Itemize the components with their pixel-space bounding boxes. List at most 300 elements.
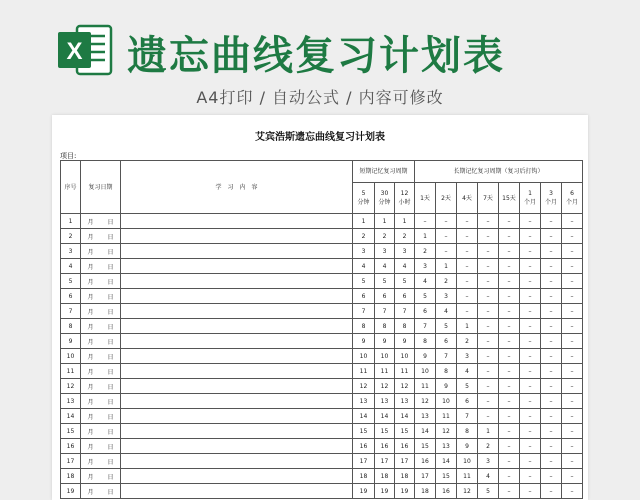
long-term-cell[interactable]: 4: [478, 469, 499, 484]
long-term-cell[interactable]: –: [520, 229, 541, 244]
day-label: 日: [107, 488, 114, 496]
study-content-cell[interactable]: [121, 244, 353, 259]
long-term-cell[interactable]: –: [499, 364, 520, 379]
long-term-cell[interactable]: –: [562, 244, 583, 259]
long-term-cell[interactable]: –: [478, 364, 499, 379]
header-long-interval: 1 个月: [520, 183, 541, 214]
long-term-cell[interactable]: –: [499, 229, 520, 244]
day-label: 日: [107, 443, 114, 451]
short-term-cell: 11: [395, 364, 415, 379]
long-term-cell[interactable]: –: [541, 484, 562, 499]
long-term-cell[interactable]: –: [541, 469, 562, 484]
study-content-cell[interactable]: [121, 454, 353, 469]
long-term-cell[interactable]: 16: [436, 484, 457, 499]
row-number: 9: [61, 334, 81, 349]
long-term-cell[interactable]: –: [478, 334, 499, 349]
review-date-cell[interactable]: [81, 439, 121, 454]
long-term-cell[interactable]: –: [562, 409, 583, 424]
day-label: 日: [107, 308, 114, 316]
long-term-cell[interactable]: 1: [436, 259, 457, 274]
long-term-cell[interactable]: –: [541, 349, 562, 364]
long-term-cell[interactable]: –: [562, 379, 583, 394]
short-term-cell: 14: [395, 409, 415, 424]
table-row: [61, 349, 583, 364]
long-term-cell[interactable]: 5: [436, 319, 457, 334]
study-content-cell[interactable]: [121, 469, 353, 484]
long-term-cell[interactable]: –: [520, 424, 541, 439]
review-date-cell[interactable]: [81, 214, 121, 229]
short-term-cell: 4: [375, 259, 395, 274]
day-label: 日: [107, 218, 114, 226]
long-term-cell[interactable]: –: [541, 289, 562, 304]
study-content-cell[interactable]: [121, 214, 353, 229]
short-term-cell: 12: [353, 379, 375, 394]
short-term-cell: 14: [375, 409, 395, 424]
page-subtitle: A4打印 / 自动公式 / 内容可修改: [196, 88, 444, 107]
long-term-cell[interactable]: 6: [457, 394, 478, 409]
long-term-cell[interactable]: –: [457, 244, 478, 259]
long-term-cell[interactable]: 11: [457, 469, 478, 484]
long-term-cell[interactable]: 1: [415, 229, 436, 244]
long-term-cell[interactable]: 6: [415, 304, 436, 319]
long-term-cell[interactable]: –: [562, 259, 583, 274]
review-date-cell[interactable]: [81, 424, 121, 439]
row-number: 5: [61, 274, 81, 289]
review-date-cell[interactable]: [81, 394, 121, 409]
short-term-cell: 15: [353, 424, 375, 439]
month-label: 月: [87, 308, 94, 316]
long-term-cell[interactable]: –: [478, 409, 499, 424]
month-label: 月: [87, 398, 94, 406]
short-term-cell: 10: [395, 349, 415, 364]
short-term-cell: 6: [375, 289, 395, 304]
long-term-cell[interactable]: –: [499, 439, 520, 454]
long-term-cell[interactable]: –: [520, 214, 541, 229]
review-date-cell[interactable]: [81, 334, 121, 349]
short-term-cell: 6: [395, 289, 415, 304]
short-term-cell: 9: [375, 334, 395, 349]
row-number: 1: [61, 214, 81, 229]
long-term-cell[interactable]: –: [478, 274, 499, 289]
row-number: 10: [61, 349, 81, 364]
row-number: 15: [61, 424, 81, 439]
study-content-cell[interactable]: [121, 229, 353, 244]
long-term-cell[interactable]: –: [436, 214, 457, 229]
study-content-cell[interactable]: [121, 424, 353, 439]
long-term-cell[interactable]: 16: [415, 454, 436, 469]
short-term-cell: 17: [353, 454, 375, 469]
long-term-cell[interactable]: 2: [457, 334, 478, 349]
long-term-cell[interactable]: –: [520, 319, 541, 334]
long-term-cell[interactable]: 9: [457, 439, 478, 454]
long-term-cell[interactable]: –: [520, 334, 541, 349]
long-term-cell[interactable]: –: [478, 259, 499, 274]
long-term-cell[interactable]: –: [562, 394, 583, 409]
long-term-cell[interactable]: 14: [415, 424, 436, 439]
long-term-cell[interactable]: –: [499, 274, 520, 289]
long-term-cell[interactable]: –: [499, 394, 520, 409]
review-date-cell[interactable]: [81, 469, 121, 484]
long-term-cell[interactable]: –: [520, 304, 541, 319]
long-term-cell[interactable]: –: [562, 319, 583, 334]
long-term-cell[interactable]: 7: [436, 349, 457, 364]
header-content: 学 习 内 容: [121, 161, 353, 214]
long-term-cell[interactable]: 5: [457, 379, 478, 394]
month-label: 月: [87, 368, 94, 376]
long-term-cell[interactable]: 11: [436, 409, 457, 424]
long-term-cell[interactable]: –: [478, 289, 499, 304]
long-term-cell[interactable]: –: [541, 364, 562, 379]
review-date-cell[interactable]: [81, 274, 121, 289]
day-label: 日: [107, 248, 114, 256]
long-term-cell[interactable]: –: [562, 424, 583, 439]
long-term-cell[interactable]: –: [541, 409, 562, 424]
long-term-cell[interactable]: –: [478, 304, 499, 319]
long-term-cell[interactable]: –: [457, 259, 478, 274]
day-label: 日: [107, 338, 114, 346]
long-term-cell[interactable]: 5: [415, 289, 436, 304]
long-term-cell[interactable]: –: [541, 319, 562, 334]
long-term-cell[interactable]: –: [562, 349, 583, 364]
table-row: [61, 214, 583, 229]
long-term-cell[interactable]: –: [520, 244, 541, 259]
long-term-cell[interactable]: –: [499, 304, 520, 319]
long-term-cell[interactable]: –: [499, 289, 520, 304]
month-label: 月: [87, 338, 94, 346]
long-term-cell[interactable]: –: [562, 289, 583, 304]
table-row: [61, 229, 583, 244]
day-label: 日: [107, 278, 114, 286]
project-label: 项目:: [60, 152, 77, 160]
long-term-cell[interactable]: –: [541, 439, 562, 454]
review-date-cell[interactable]: [81, 454, 121, 469]
study-content-cell[interactable]: [121, 274, 353, 289]
study-content-cell[interactable]: [121, 334, 353, 349]
short-term-cell: 3: [395, 244, 415, 259]
long-term-cell[interactable]: –: [478, 244, 499, 259]
long-term-cell[interactable]: –: [499, 259, 520, 274]
long-term-cell[interactable]: –: [520, 289, 541, 304]
review-date-cell[interactable]: [81, 319, 121, 334]
day-label: 日: [107, 398, 114, 406]
review-date-cell[interactable]: [81, 244, 121, 259]
long-term-cell[interactable]: 2: [436, 274, 457, 289]
table-row: [61, 379, 583, 394]
header-long-interval: 2天: [436, 183, 457, 214]
long-term-cell[interactable]: –: [562, 229, 583, 244]
long-term-cell[interactable]: –: [520, 349, 541, 364]
long-term-cell[interactable]: –: [562, 274, 583, 289]
long-term-cell[interactable]: –: [541, 214, 562, 229]
short-term-cell: 1: [375, 214, 395, 229]
review-schedule-table: [60, 160, 583, 499]
short-term-cell: 1: [395, 214, 415, 229]
long-term-cell[interactable]: 13: [415, 409, 436, 424]
long-term-cell[interactable]: 14: [436, 454, 457, 469]
sheet-title: 艾宾浩斯遗忘曲线复习计划表: [255, 132, 385, 143]
long-term-cell[interactable]: –: [478, 349, 499, 364]
row-number: 16: [61, 439, 81, 454]
day-label: 日: [107, 263, 114, 271]
review-date-cell[interactable]: [81, 289, 121, 304]
long-term-cell[interactable]: 1: [457, 319, 478, 334]
long-term-cell[interactable]: –: [436, 244, 457, 259]
long-term-cell[interactable]: –: [541, 454, 562, 469]
long-term-cell[interactable]: –: [478, 319, 499, 334]
long-term-cell[interactable]: 10: [457, 454, 478, 469]
short-term-cell: 4: [353, 259, 375, 274]
long-term-cell[interactable]: –: [520, 364, 541, 379]
month-label: 月: [87, 473, 94, 481]
month-label: 月: [87, 263, 94, 271]
long-term-cell[interactable]: –: [457, 289, 478, 304]
long-term-cell[interactable]: –: [541, 394, 562, 409]
long-term-cell[interactable]: –: [520, 394, 541, 409]
long-term-cell[interactable]: –: [499, 454, 520, 469]
short-term-cell: 3: [353, 244, 375, 259]
long-term-cell[interactable]: –: [541, 244, 562, 259]
row-number: 18: [61, 469, 81, 484]
month-label: 月: [87, 218, 94, 226]
long-term-cell[interactable]: 7: [457, 409, 478, 424]
day-label: 日: [107, 233, 114, 241]
long-term-cell[interactable]: 4: [457, 364, 478, 379]
study-content-cell[interactable]: [121, 289, 353, 304]
long-term-cell[interactable]: 2: [415, 244, 436, 259]
long-term-cell[interactable]: 12: [436, 424, 457, 439]
review-date-cell[interactable]: [81, 349, 121, 364]
long-term-cell[interactable]: –: [562, 334, 583, 349]
long-term-cell[interactable]: 12: [415, 394, 436, 409]
long-term-cell[interactable]: 7: [415, 319, 436, 334]
short-term-cell: 7: [375, 304, 395, 319]
month-label: 月: [87, 428, 94, 436]
review-date-cell[interactable]: [81, 364, 121, 379]
day-label: 日: [107, 413, 114, 421]
long-term-cell[interactable]: –: [499, 379, 520, 394]
long-term-cell[interactable]: –: [457, 229, 478, 244]
header-short-term: 短期记忆复习周期: [353, 161, 415, 183]
long-term-cell[interactable]: –: [499, 469, 520, 484]
long-term-cell[interactable]: –: [562, 439, 583, 454]
row-number: 2: [61, 229, 81, 244]
short-term-cell: 18: [353, 469, 375, 484]
short-term-cell: 8: [375, 319, 395, 334]
month-label: 月: [87, 233, 94, 241]
svg-text:X: X: [66, 38, 83, 65]
short-term-cell: 19: [375, 484, 395, 499]
study-content-cell[interactable]: [121, 319, 353, 334]
short-term-cell: 7: [395, 304, 415, 319]
header-date: 复习日期: [81, 161, 121, 214]
short-term-cell: 8: [395, 319, 415, 334]
study-content-cell[interactable]: [121, 379, 353, 394]
long-term-cell[interactable]: –: [520, 379, 541, 394]
long-term-cell[interactable]: 13: [436, 439, 457, 454]
long-term-cell[interactable]: 4: [415, 274, 436, 289]
review-date-cell[interactable]: [81, 229, 121, 244]
long-term-cell[interactable]: 5: [478, 484, 499, 499]
long-term-cell[interactable]: 8: [436, 364, 457, 379]
short-term-cell: 18: [375, 469, 395, 484]
short-term-cell: 2: [375, 229, 395, 244]
header-seq: 序号: [61, 161, 81, 214]
short-term-cell: 12: [395, 379, 415, 394]
long-term-cell[interactable]: 11: [415, 379, 436, 394]
table-row: [61, 394, 583, 409]
short-term-cell: 13: [353, 394, 375, 409]
short-term-cell: 6: [353, 289, 375, 304]
long-term-cell[interactable]: –: [520, 469, 541, 484]
study-content-cell[interactable]: [121, 439, 353, 454]
long-term-cell[interactable]: –: [520, 439, 541, 454]
long-term-cell[interactable]: –: [541, 379, 562, 394]
review-date-cell[interactable]: [81, 304, 121, 319]
excel-icon: [55, 20, 115, 80]
long-term-cell[interactable]: –: [520, 409, 541, 424]
long-term-cell[interactable]: 10: [436, 394, 457, 409]
long-term-cell[interactable]: –: [499, 334, 520, 349]
long-term-cell[interactable]: –: [541, 424, 562, 439]
study-content-cell[interactable]: [121, 259, 353, 274]
row-number: 3: [61, 244, 81, 259]
long-term-cell[interactable]: –: [520, 274, 541, 289]
long-term-cell[interactable]: 3: [457, 349, 478, 364]
long-term-cell[interactable]: –: [562, 214, 583, 229]
long-term-cell[interactable]: –: [562, 304, 583, 319]
month-label: 月: [87, 458, 94, 466]
study-content-cell[interactable]: [121, 349, 353, 364]
short-term-cell: 8: [353, 319, 375, 334]
table-row: [61, 424, 583, 439]
row-number: 8: [61, 319, 81, 334]
spreadsheet-page: [52, 115, 588, 500]
long-term-cell[interactable]: –: [415, 214, 436, 229]
long-term-cell[interactable]: –: [541, 334, 562, 349]
short-term-cell: 5: [395, 274, 415, 289]
short-term-cell: 19: [353, 484, 375, 499]
long-term-cell[interactable]: –: [562, 469, 583, 484]
row-number: 14: [61, 409, 81, 424]
long-term-cell[interactable]: 17: [415, 469, 436, 484]
review-date-cell[interactable]: [81, 409, 121, 424]
month-label: 月: [87, 293, 94, 301]
short-term-cell: 18: [395, 469, 415, 484]
table-row: [61, 244, 583, 259]
long-term-cell[interactable]: –: [499, 484, 520, 499]
day-label: 日: [107, 458, 114, 466]
study-content-cell[interactable]: [121, 409, 353, 424]
day-label: 日: [107, 383, 114, 391]
review-date-cell[interactable]: [81, 484, 121, 499]
long-term-cell[interactable]: –: [562, 484, 583, 499]
review-date-cell[interactable]: [81, 259, 121, 274]
long-term-cell[interactable]: –: [499, 409, 520, 424]
long-term-cell[interactable]: –: [541, 274, 562, 289]
long-term-cell[interactable]: –: [457, 274, 478, 289]
long-term-cell[interactable]: –: [499, 349, 520, 364]
row-number: 11: [61, 364, 81, 379]
long-term-cell[interactable]: 8: [415, 334, 436, 349]
long-term-cell[interactable]: 15: [436, 469, 457, 484]
long-term-cell[interactable]: –: [499, 424, 520, 439]
short-term-cell: 12: [375, 379, 395, 394]
long-term-cell[interactable]: –: [520, 259, 541, 274]
study-content-cell[interactable]: [121, 484, 353, 499]
long-term-cell[interactable]: –: [499, 244, 520, 259]
short-term-cell: 5: [375, 274, 395, 289]
long-term-cell[interactable]: 12: [457, 484, 478, 499]
long-term-cell[interactable]: 1: [478, 424, 499, 439]
row-number: 13: [61, 394, 81, 409]
short-term-cell: 9: [353, 334, 375, 349]
long-term-cell[interactable]: 6: [436, 334, 457, 349]
long-term-cell[interactable]: –: [541, 229, 562, 244]
short-term-cell: 16: [375, 439, 395, 454]
long-term-cell[interactable]: 2: [478, 439, 499, 454]
header-long-interval: 3 个月: [541, 183, 562, 214]
long-term-cell[interactable]: –: [499, 319, 520, 334]
long-term-cell[interactable]: 3: [436, 289, 457, 304]
long-term-cell[interactable]: –: [478, 379, 499, 394]
long-term-cell[interactable]: –: [478, 214, 499, 229]
long-term-cell[interactable]: –: [520, 484, 541, 499]
month-label: 月: [87, 278, 94, 286]
long-term-cell[interactable]: –: [541, 304, 562, 319]
day-label: 日: [107, 293, 114, 301]
short-term-cell: 17: [375, 454, 395, 469]
row-number: 19: [61, 484, 81, 499]
long-term-cell[interactable]: 10: [415, 364, 436, 379]
long-term-cell[interactable]: –: [478, 394, 499, 409]
long-term-cell[interactable]: 3: [415, 259, 436, 274]
header-long-interval: 6 个月: [562, 183, 583, 214]
short-term-cell: 15: [375, 424, 395, 439]
header-long-term: 长期记忆复习周期（复习后打钩）: [415, 161, 583, 183]
table-row: [61, 454, 583, 469]
short-term-cell: 11: [375, 364, 395, 379]
long-term-cell[interactable]: –: [520, 454, 541, 469]
study-content-cell[interactable]: [121, 304, 353, 319]
short-term-cell: 7: [353, 304, 375, 319]
table-row: [61, 319, 583, 334]
short-term-cell: 9: [395, 334, 415, 349]
study-content-cell[interactable]: [121, 364, 353, 379]
long-term-cell[interactable]: 9: [436, 379, 457, 394]
review-date-cell[interactable]: [81, 379, 121, 394]
long-term-cell[interactable]: –: [562, 364, 583, 379]
long-term-cell[interactable]: 9: [415, 349, 436, 364]
long-term-cell[interactable]: –: [562, 454, 583, 469]
long-term-cell[interactable]: –: [478, 229, 499, 244]
long-term-cell[interactable]: –: [499, 214, 520, 229]
long-term-cell[interactable]: 15: [415, 439, 436, 454]
header-short-interval: 12 小时: [395, 183, 415, 214]
short-term-cell: 4: [395, 259, 415, 274]
row-number: 6: [61, 289, 81, 304]
long-term-cell[interactable]: –: [436, 229, 457, 244]
short-term-cell: 13: [395, 394, 415, 409]
long-term-cell[interactable]: –: [457, 214, 478, 229]
long-term-cell[interactable]: –: [541, 259, 562, 274]
long-term-cell[interactable]: 18: [415, 484, 436, 499]
long-term-cell[interactable]: 3: [478, 454, 499, 469]
long-term-cell[interactable]: 4: [436, 304, 457, 319]
short-term-cell: 14: [353, 409, 375, 424]
long-term-cell[interactable]: –: [457, 304, 478, 319]
long-term-cell[interactable]: 8: [457, 424, 478, 439]
study-content-cell[interactable]: [121, 394, 353, 409]
